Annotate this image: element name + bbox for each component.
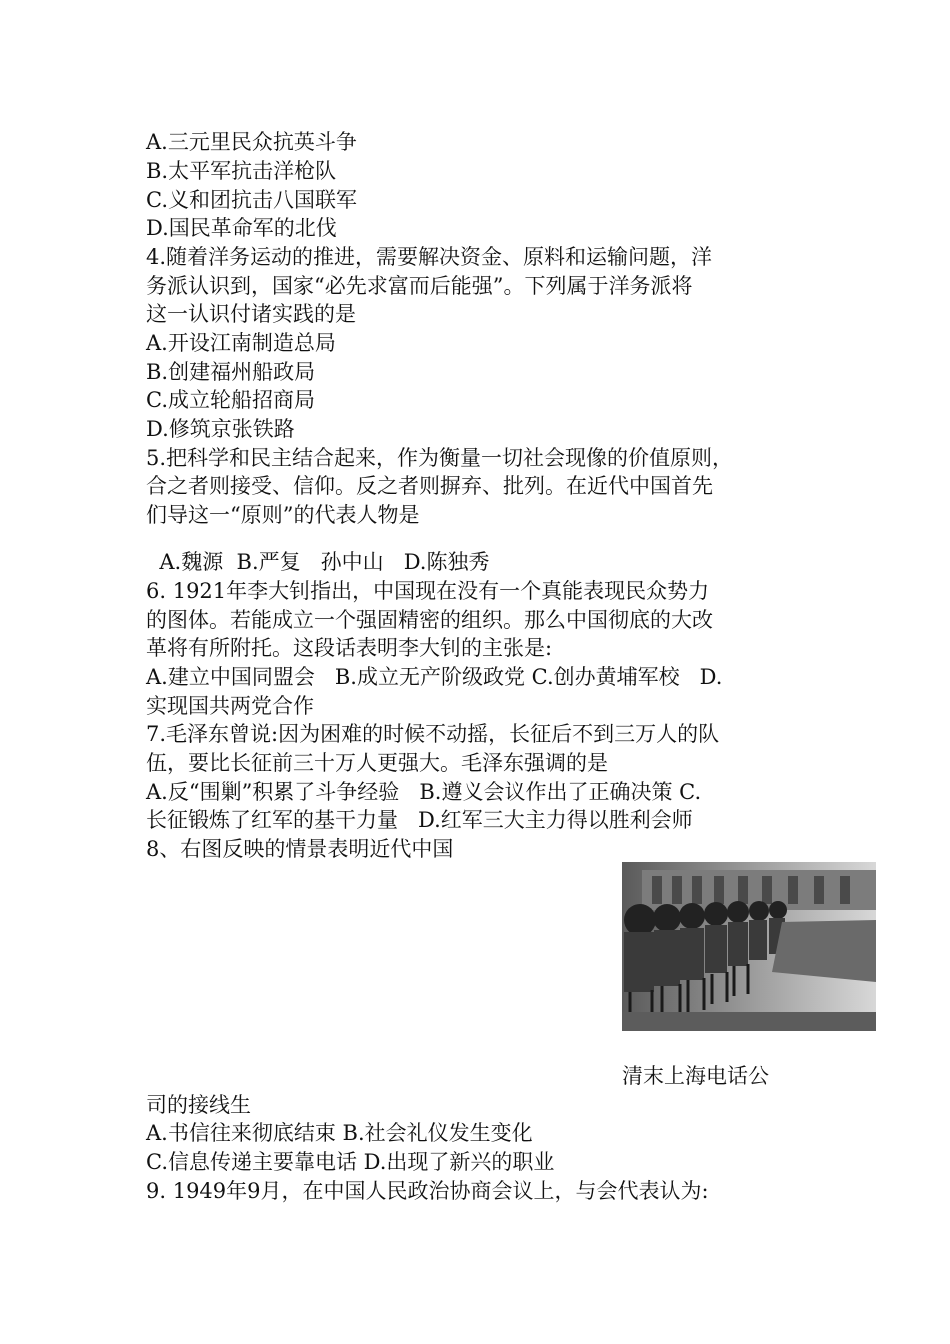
option-line: 实现国共两党合作 [146,694,314,718]
question-line: 9. 1949年9月，在中国人民政治协商会议上，与会代表认为: [146,1179,709,1203]
question-line: 司的接线生 [146,1093,251,1117]
question-line: 革将有所附托。这段话表明李大钊的主张是: [146,636,553,660]
option-line: C.信息传递主要靠电话 D.出现了新兴的职业 [146,1150,555,1174]
option-line: B.创建福州船政局 [146,360,316,384]
question-line: 5.把科学和民主结合起来，作为衡量一切社会现像的价值原则， [146,446,734,470]
option-line: A.开设江南制造总局 [146,331,336,355]
telephone-operators-photo [622,862,876,1031]
option-line: D.修筑京张铁路 [146,417,295,441]
question-line: 7.毛泽东曾说:因为困难的时候不动摇，长征后不到三万人的队 [146,722,720,746]
option-line: C.义和团抗击八国联军 [146,188,357,212]
option-line: 长征锻炼了红军的基干力量 D.红军三大主力得以胜利会师 [146,808,693,832]
question-line: 8、右图反映的情景表明近代中国 [146,837,454,861]
question-line: 们导这一“原则”的代表人物是 [146,503,420,527]
photo-caption: 清末上海电话公 [622,1064,769,1088]
option-line: A.三元里民众抗英斗争 [146,130,357,154]
question-line: 伍，要比长征前三十万人更强大。毛泽东强调的是 [146,751,608,775]
question-line: 6. 1921年李大钊指出，中国现在没有一个真能表现民众势力 [146,579,710,603]
option-line: B.太平军抗击洋枪队 [146,159,337,183]
option-line: D.国民革命军的北伐 [146,216,337,240]
option-line: A.反“围剿”积累了斗争经验 B.遵义会议作出了正确决策 C. [146,780,702,804]
option-line: A.魏源 B.严复 孙中山 D.陈独秀 [146,550,490,574]
question-line: 务派认识到，国家“必先求富而后能强”。下列属于洋务派将 [146,274,693,298]
option-line: A.书信往来彻底结束 B.社会礼仪发生变化 [146,1121,533,1145]
option-line: C.成立轮船招商局 [146,388,315,412]
question-line: 的图体。若能成立一个强固精密的组织。那么中国彻底的大改 [146,608,713,632]
question-line: 合之者则接受、信仰。反之者则摒弃、批列。在近代中国首先 [146,474,713,498]
question-line: 4.随着洋务运动的推进，需要解决资金、原料和运输问题，洋 [146,245,713,269]
question-line: 这一认识付诸实践的是 [146,302,356,326]
option-line: A.建立中国同盟会 B.成立无产阶级政党 C.创办黄埔军校 D. [146,665,723,689]
